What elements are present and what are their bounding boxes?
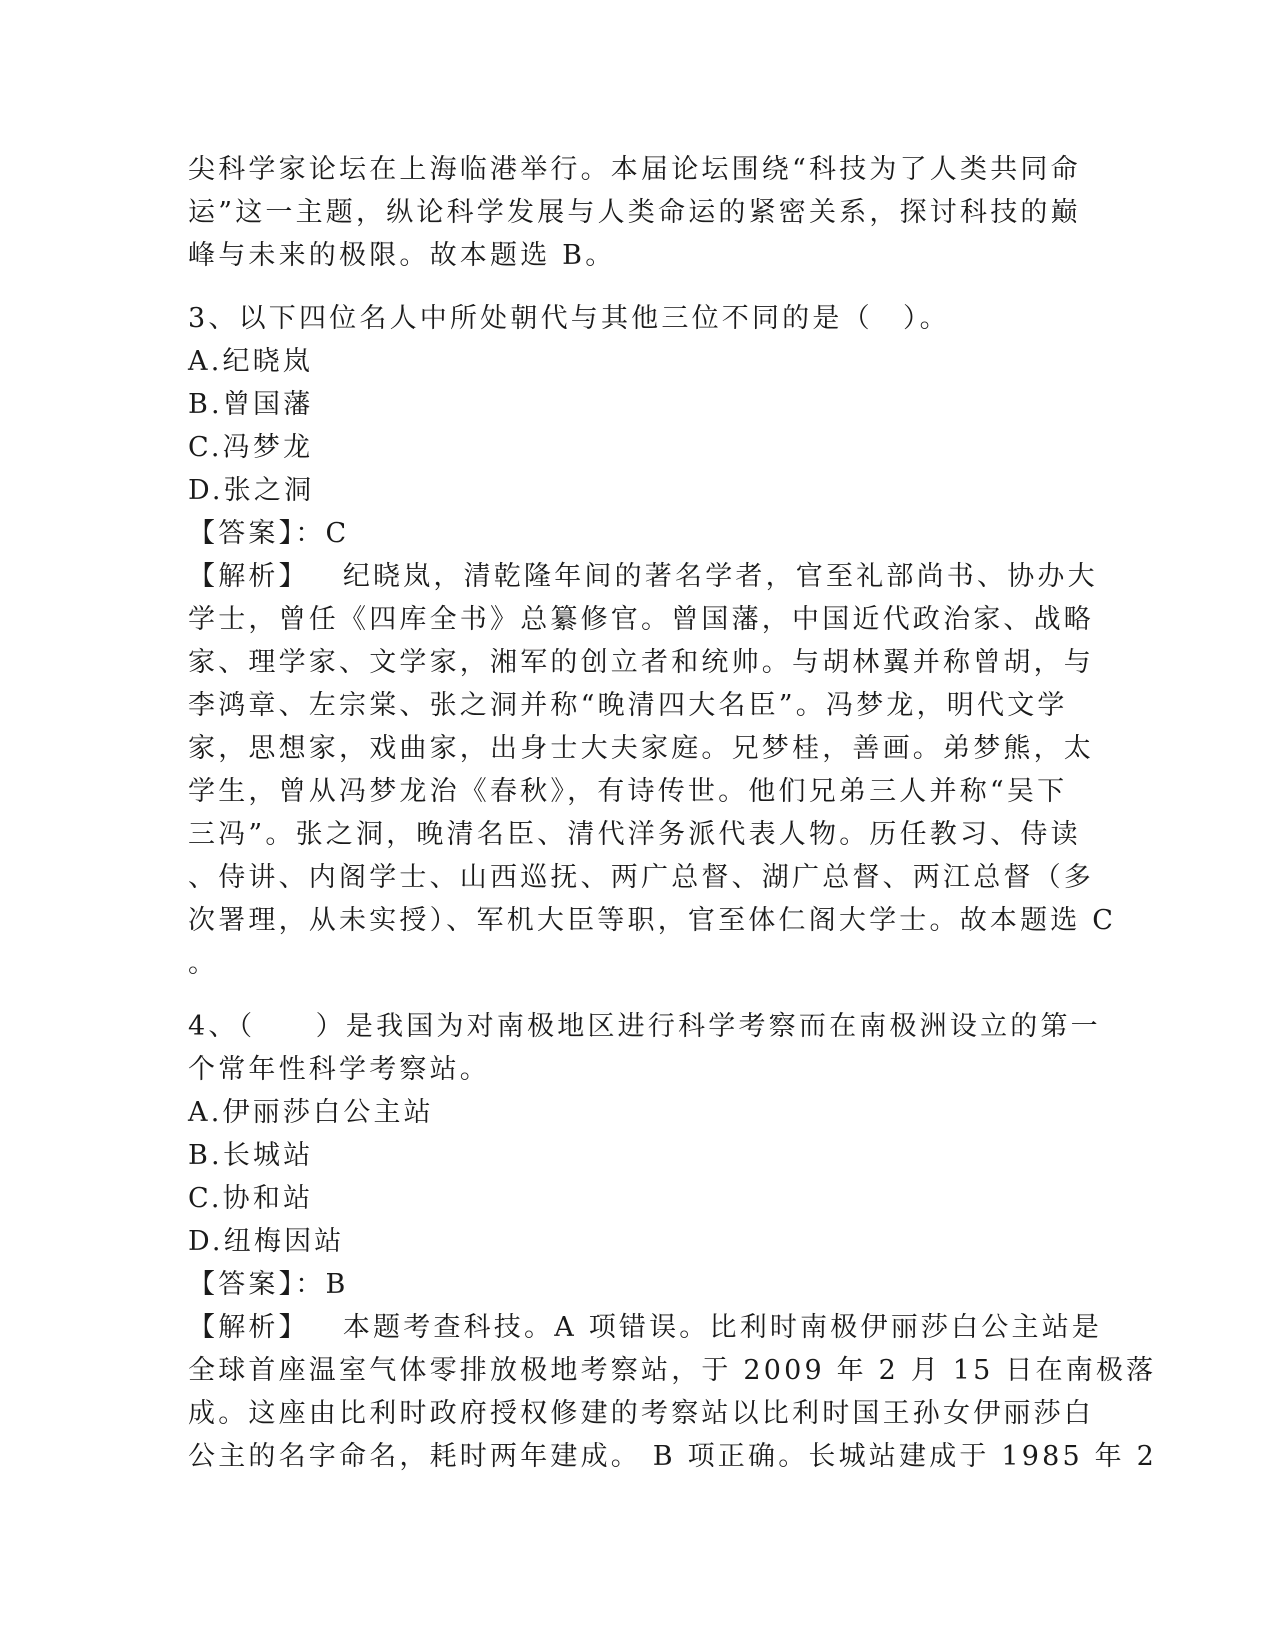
- analysis-line: 、侍讲、内阁学士、山西巡抚、两广总督、湖广总督、两江总督（多: [188, 862, 1094, 893]
- analysis-first-line: [188, 1306, 1103, 1349]
- analysis-line: 次署理，从未实授）、军机大臣等职，官至体仁阁大学士。故本题选 C: [188, 905, 1117, 936]
- option-b: B.曾国藩: [188, 389, 314, 420]
- option-c: C.冯梦龙: [188, 432, 314, 463]
- question-stem: 4、（ ）是我国为对南极地区进行科学考察而在南极洲设立的第一: [188, 1011, 1101, 1042]
- analysis-label: 【解析】: [188, 1312, 309, 1343]
- analysis-line: 公主的名字命名，耗时两年建成。 B 项正确。长城站建成于 1985 年 2: [188, 1441, 1158, 1472]
- analysis-text: 本题考查科技。A 项错误。比利时南极伊丽莎白公主站是: [342, 1312, 1103, 1343]
- analysis-line: 三冯”。张之洞，晚清名臣、清代洋务派代表人物。历任教习、侍读: [188, 819, 1081, 850]
- analysis-first-line: [188, 555, 1098, 598]
- text-line: 尖科学家论坛在上海临港举行。本届论坛围绕“科技为了人类共同命: [188, 154, 1081, 185]
- analysis-line: 成。这座由比利时政府授权修建的考察站以比利时国王孙女伊丽莎白: [188, 1398, 1094, 1429]
- question-4: [188, 1005, 1158, 1478]
- document-page: [188, 148, 1158, 1478]
- analysis-text: 纪晓岚，清乾隆年间的著名学者，官至礼部尚书、协办大: [342, 561, 1098, 592]
- option-b: B.长城站: [188, 1140, 314, 1171]
- question-3: [188, 297, 1117, 985]
- answer-line: 【答案】：B: [188, 1269, 349, 1300]
- option-c: C.协和站: [188, 1183, 314, 1214]
- option-d: D.纽梅因站: [188, 1226, 345, 1257]
- analysis-line: 学士，曾任《四库全书》总纂修官。曾国藩，中国近代政治家、战略: [188, 604, 1094, 635]
- analysis-line: 家、理学家、文学家，湘军的创立者和统帅。与胡林翼并称曾胡，与: [188, 647, 1094, 678]
- analysis-label: 【解析】: [188, 561, 309, 592]
- analysis-line: 家，思想家，戏曲家，出身士大夫家庭。兄梦桂，善画。弟梦熊，太: [188, 733, 1094, 764]
- text-line: 运”这一主题，纵论科学发展与人类命运的紧密关系，探讨科技的巅: [188, 197, 1081, 228]
- analysis-line: 全球首座温室气体零排放极地考察站，于 2009 年 2 月 15 日在南极落: [188, 1355, 1157, 1386]
- text-line: 峰与未来的极限。故本题选 B。: [188, 240, 616, 271]
- analysis-line: 李鸿章、左宗棠、张之洞并称“晚清四大名臣”。冯梦龙，明代文学: [188, 690, 1068, 721]
- option-d: D.张之洞: [188, 475, 315, 506]
- answer-line: 【答案】：C: [188, 518, 350, 549]
- analysis-line: 。: [188, 948, 219, 979]
- previous-explanation: [188, 148, 1081, 277]
- analysis-line: 学生，曾从冯梦龙治《春秋》，有诗传世。他们兄弟三人并称“吴下: [188, 776, 1068, 807]
- option-a: A.纪晓岚: [188, 346, 314, 377]
- option-a: A.伊丽莎白公主站: [188, 1097, 434, 1128]
- question-stem: 3、以下四位名人中所处朝代与其他三位不同的是（ ）。: [188, 303, 950, 334]
- question-stem: 个常年性科学考察站。: [188, 1054, 490, 1085]
